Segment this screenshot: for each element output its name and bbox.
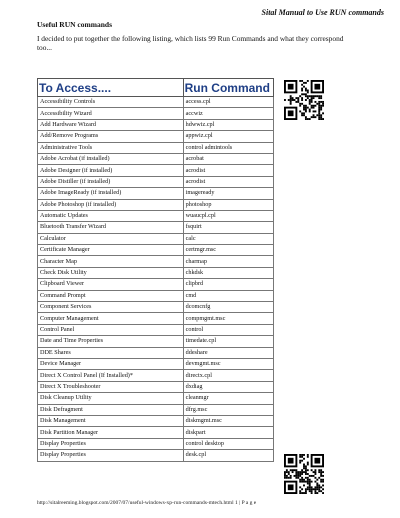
to-access-cell: Clipboard Viewer (38, 279, 184, 290)
table-row (38, 97, 274, 108)
to-access-cell: Direct X Troubleshooter (38, 381, 184, 392)
run-command-cell: access.cpl (183, 97, 273, 108)
run-command-cell: wuaucpl.cpl (183, 210, 273, 221)
table-row (38, 438, 274, 449)
table-row (38, 233, 274, 244)
to-access-cell: Calculator (38, 233, 184, 244)
table-row (38, 279, 274, 290)
run-command-cell: appwiz.cpl (183, 131, 273, 142)
to-access-cell: Accessibility Controls (38, 97, 184, 108)
run-command-cell: calc (183, 233, 273, 244)
table-row (38, 188, 274, 199)
table-row (38, 347, 274, 358)
run-command-cell: dcomcnfg (183, 302, 273, 313)
table-row (38, 358, 274, 369)
document-title: Useful RUN commands (37, 20, 112, 29)
table-row (38, 131, 274, 142)
run-command-cell: clipbrd (183, 279, 273, 290)
table-row (38, 313, 274, 324)
table-row (38, 290, 274, 301)
table-row (38, 381, 274, 392)
run-command-cell: dxdiag (183, 381, 273, 392)
table-row (38, 393, 274, 404)
run-command-cell: control admintools (183, 142, 273, 153)
document-label: Sital Manual to Use RUN commands (261, 8, 384, 17)
run-command-cell: chkdsk (183, 267, 273, 278)
run-command-cell: control desktop (183, 438, 273, 449)
table-row (38, 108, 274, 119)
column-header-to-access: To Access.... (38, 79, 184, 97)
table-row (38, 302, 274, 313)
to-access-cell: Disk Defragment (38, 404, 184, 415)
run-command-cell: fsquirt (183, 222, 273, 233)
to-access-cell: Accessibility Wizard (38, 108, 184, 119)
table-header-row (38, 79, 274, 97)
run-command-cell: directx.cpl (183, 370, 273, 381)
to-access-cell: Adobe ImageReady (if installed) (38, 188, 184, 199)
run-command-cell: desk.cpl (183, 450, 273, 461)
qr-code-icon (284, 454, 324, 494)
column-header-run-command: Run Command (183, 79, 273, 97)
run-command-cell: timedate.cpl (183, 336, 273, 347)
run-command-cell: photoshop (183, 199, 273, 210)
run-command-cell: ddeshare (183, 347, 273, 358)
table-row (38, 153, 274, 164)
run-command-cell: hdwwiz.cpl (183, 119, 273, 130)
to-access-cell: Display Properties (38, 438, 184, 449)
to-access-cell: Control Panel (38, 324, 184, 335)
table-row (38, 370, 274, 381)
run-command-cell: cleanmgr (183, 393, 273, 404)
run-command-cell: acrodist (183, 165, 273, 176)
to-access-cell: Administrative Tools (38, 142, 184, 153)
to-access-cell: Device Manager (38, 358, 184, 369)
to-access-cell: Command Prompt (38, 290, 184, 301)
table-row (38, 415, 274, 426)
run-command-cell: acrodist (183, 176, 273, 187)
to-access-cell: Date and Time Properties (38, 336, 184, 347)
page-footer: http://sitalreeming.blogspot.com/2007/07/useful-windows-xp-run-commands-mtech.html 1 | P a g e (37, 500, 257, 506)
table-row (38, 267, 274, 278)
run-command-cell: accwiz (183, 108, 273, 119)
table-row (38, 324, 274, 335)
run-command-cell: compmgmt.msc (183, 313, 273, 324)
run-command-cell: acrobat (183, 153, 273, 164)
to-access-cell: Adobe Photoshop (if installed) (38, 199, 184, 210)
table-row (38, 222, 274, 233)
run-commands-table (37, 78, 274, 462)
table-row (38, 404, 274, 415)
table-row (38, 199, 274, 210)
to-access-cell: DDE Shares (38, 347, 184, 358)
run-command-cell: diskpart (183, 427, 273, 438)
to-access-cell: Display Properties (38, 450, 184, 461)
run-command-cell: certmgr.msc (183, 245, 273, 256)
run-command-cell: imageready (183, 188, 273, 199)
table-row (38, 427, 274, 438)
run-command-cell: cmd (183, 290, 273, 301)
run-command-cell: charmap (183, 256, 273, 267)
to-access-cell: Component Services (38, 302, 184, 313)
to-access-cell: Adobe Designer (if installed) (38, 165, 184, 176)
table-row (38, 176, 274, 187)
to-access-cell: Add Hardware Wizard (38, 119, 184, 130)
table-row (38, 119, 274, 130)
to-access-cell: Automatic Updates (38, 210, 184, 221)
to-access-cell: Bluetooth Transfer Wizard (38, 222, 184, 233)
intro-paragraph: I decided to put together the following listing, which lists 99 Run Commands and what they correspond too... (37, 34, 344, 52)
table-row (38, 210, 274, 221)
to-access-cell: Adobe Distiller (if installed) (38, 176, 184, 187)
table-row (38, 336, 274, 347)
to-access-cell: Check Disk Utility (38, 267, 184, 278)
to-access-cell: Disk Partition Manager (38, 427, 184, 438)
to-access-cell: Certificate Manager (38, 245, 184, 256)
to-access-cell: Character Map (38, 256, 184, 267)
to-access-cell: Disk Cleanup Utility (38, 393, 184, 404)
table-row (38, 245, 274, 256)
run-command-cell: diskmgmt.msc (183, 415, 273, 426)
run-command-cell: control (183, 324, 273, 335)
table-row (38, 142, 274, 153)
table-row (38, 450, 274, 461)
run-command-cell: devmgmt.msc (183, 358, 273, 369)
to-access-cell: Direct X Control Panel (If Installed)* (38, 370, 184, 381)
table-row (38, 256, 274, 267)
to-access-cell: Computer Management (38, 313, 184, 324)
to-access-cell: Disk Management (38, 415, 184, 426)
run-command-cell: dfrg.msc (183, 404, 273, 415)
table-row (38, 165, 274, 176)
qr-code-icon (284, 80, 324, 120)
to-access-cell: Adobe Acrobat (if installed) (38, 153, 184, 164)
to-access-cell: Add/Remove Programs (38, 131, 184, 142)
